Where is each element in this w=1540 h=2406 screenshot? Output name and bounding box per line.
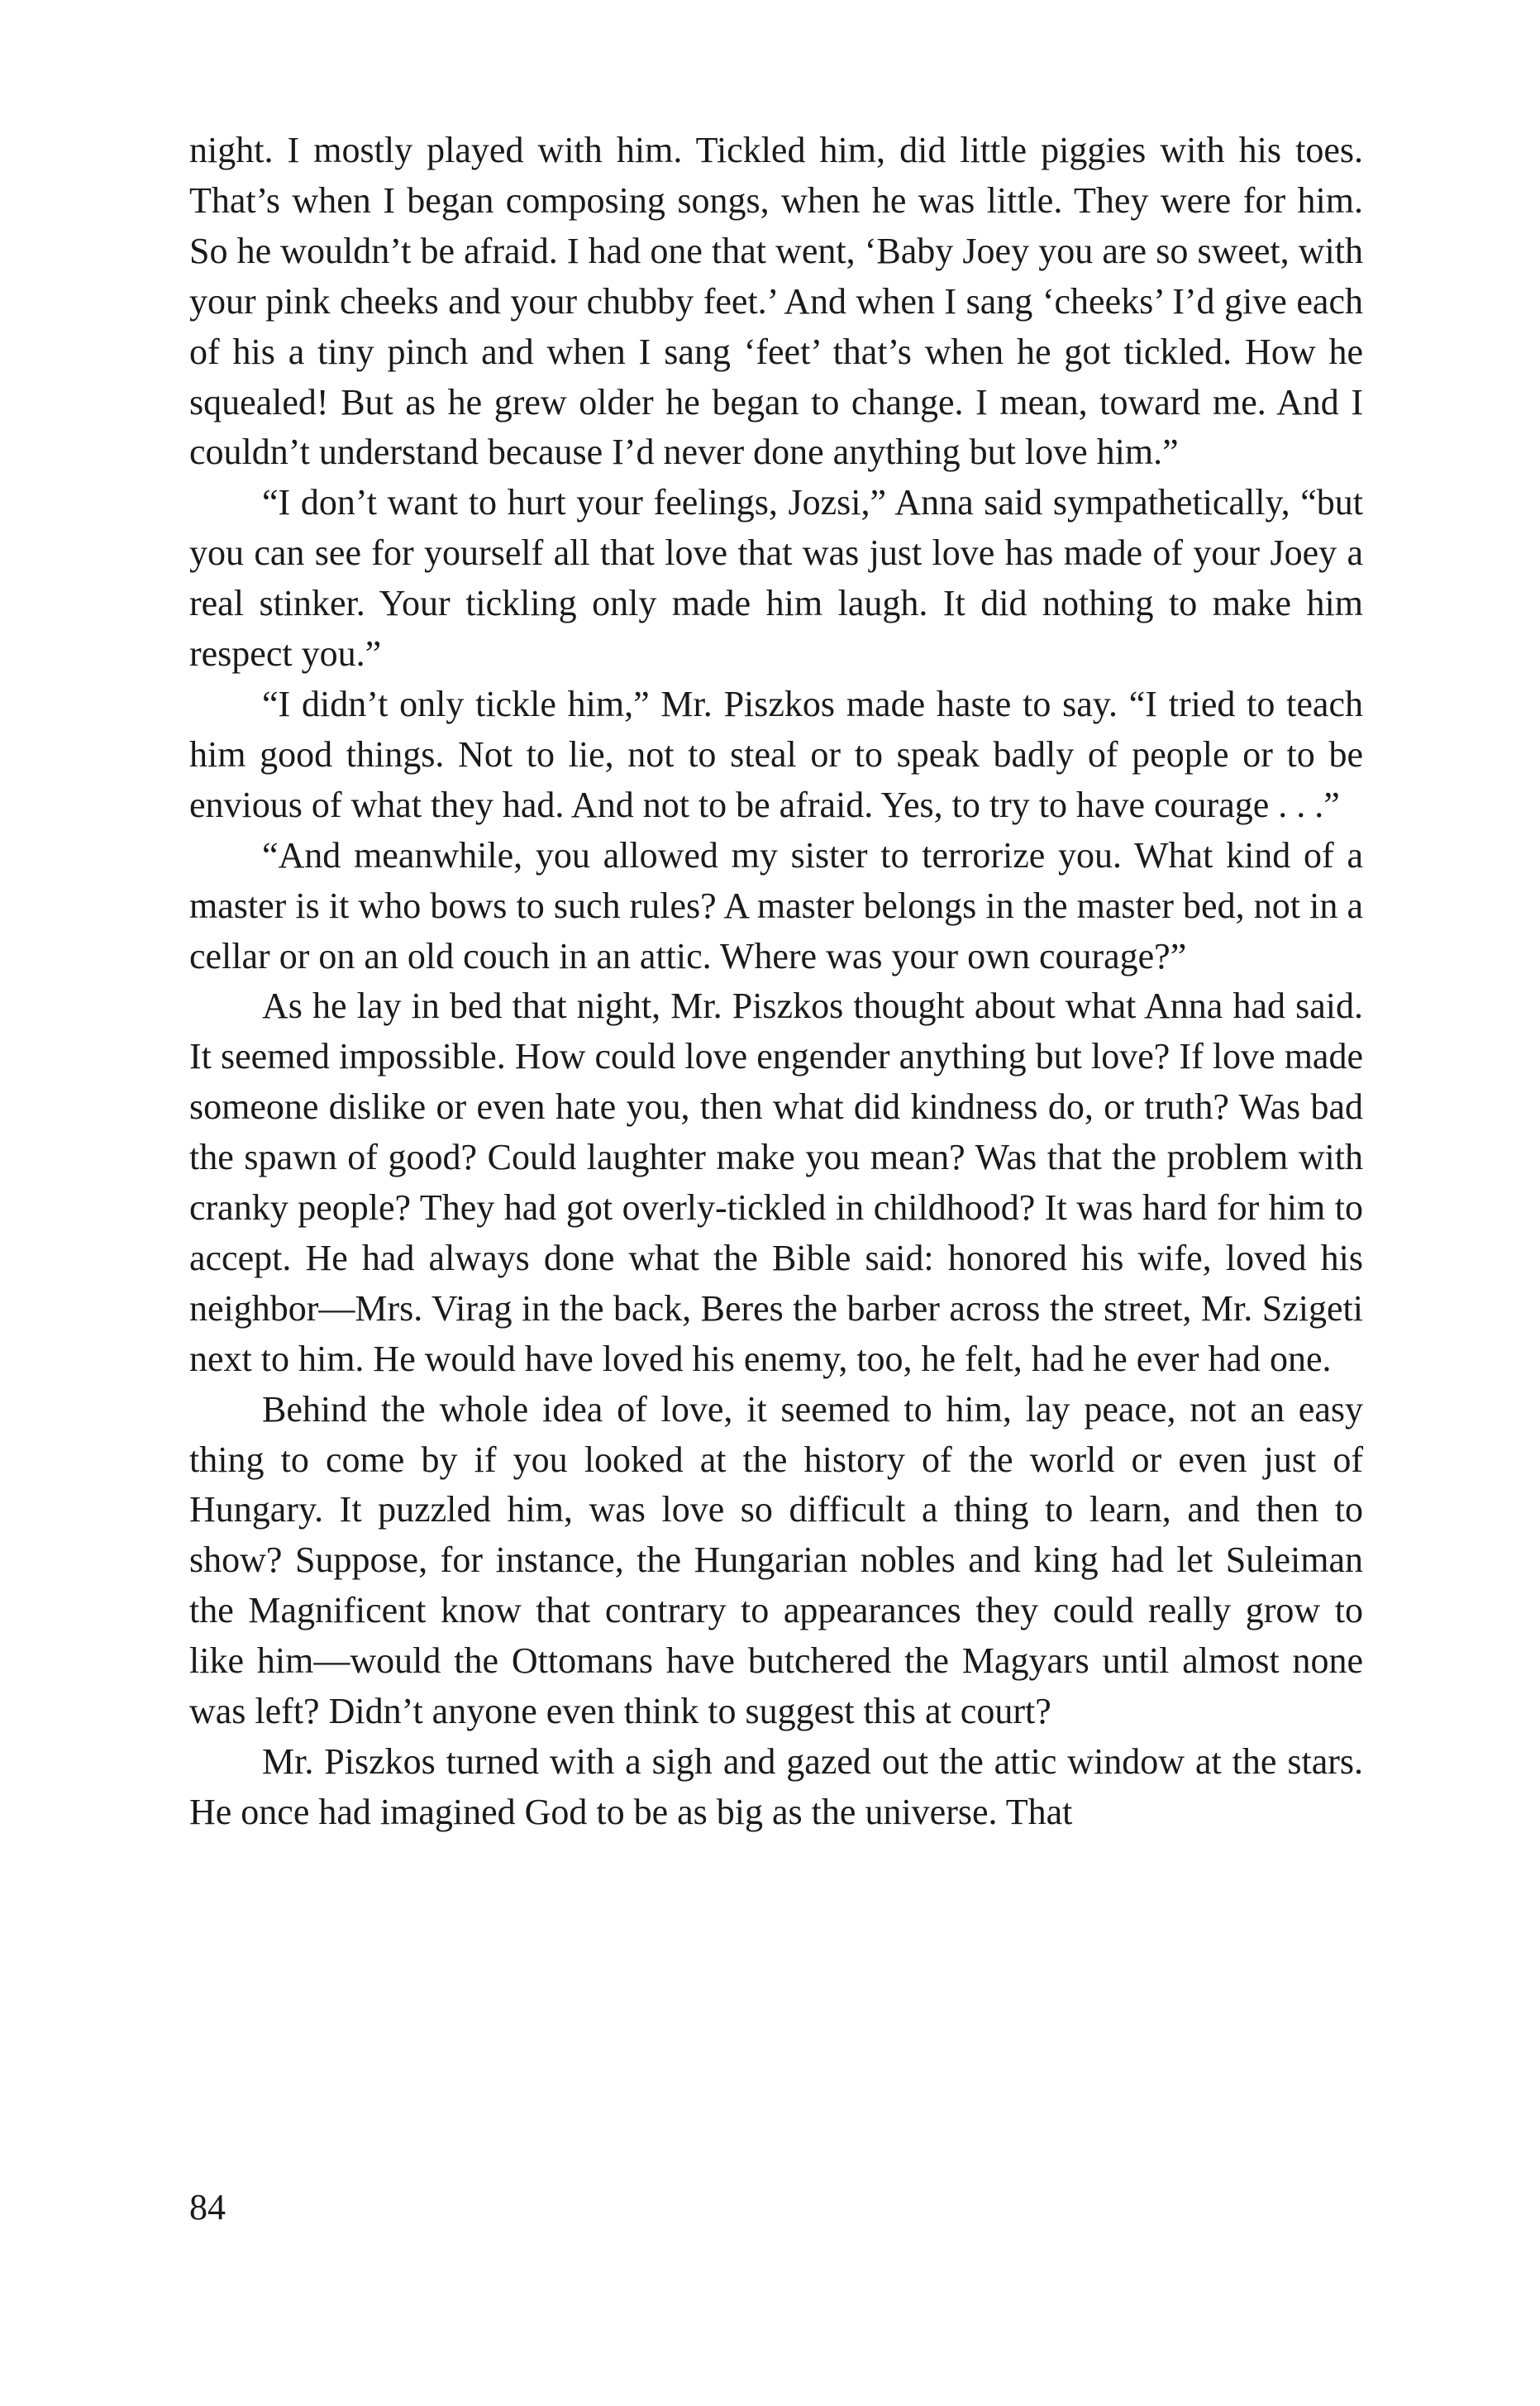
paragraph: Behind the whole idea of love, it seemed to him, lay peace, not an easy thing to come by if you looked at the history of the world or even just of Hungary. It puzzled him, was love so difficult a thing to learn, and then to show? Suppose, for instance, the Hungarian nobles and king had let Suleiman the Magnificent know that contrary to appearances they could really grow to like him—would the Ottomans have butchered the Magyars until almost none was left? Didn’t anyone even think to suggest this at court? <box>189 1388 1363 1732</box>
page-number: 84 <box>189 2187 226 2227</box>
body-text <box>189 126 1363 1838</box>
paragraph-continued: night. I mostly played with him. Tickled him, did little piggies with his toes. That’s when I began composing songs, when he was little. They were for him. So he wouldn’t be afraid. I had one that went, ‘Baby Joey you are so sweet, with your pink cheeks and your chubby feet.’ And when I sang ‘cheeks’ I’d give each of his a tiny pinch and when I sang ‘feet’ that’s when he got tickled. How he squealed! But as he grew older he began to change. I mean, toward me. And I couldn’t understand because I’d never done anything but love him.” <box>189 130 1363 473</box>
paragraph: Mr. Piszkos turned with a sigh and gazed out the attic window at the stars. He once had imagined God to be as big as the universe. That <box>189 1741 1363 1832</box>
paragraph: “And meanwhile, you allowed my sister to terrorize you. What kind of a master is it who bows to such rules? A master belongs in the master bed, not in a cellar or on an old couch in an attic. Where was your own courage?” <box>189 834 1363 976</box>
paragraph: “I don’t want to hurt your feelings, Jozsi,” Anna said sympathetically, “but you can see for yourself all that love that was just love has made of your Joey a real stinker. Your tickling only made him laugh. It did nothing to make him respect you.” <box>189 482 1363 675</box>
paragraph: “I didn’t only tickle him,” Mr. Piszkos made haste to say. “I tried to teach him good things. Not to lie, not to steal or to speak badly of people or to be envious of what they had. And not to be afraid. Yes, to try to have courage . . .” <box>189 683 1363 825</box>
paragraph: As he lay in bed that night, Mr. Piszkos thought about what Anna had said. It seemed impossible. How could love engender anything but love? If love made someone dislike or even hate you, then what did kindness do, or truth? Was bad the spawn of good? Could laughter make you mean? Was that the problem with cranky people? They had got overly-tickled in childhood? It was hard for him to accept. He had always done what the Bible said: honored his wife, loved his neighbor—Mrs. Virag in the back, Beres the barber across the street, Mr. Szigeti next to him. He would have loved his enemy, too, he felt, had he ever had one. <box>189 986 1363 1379</box>
